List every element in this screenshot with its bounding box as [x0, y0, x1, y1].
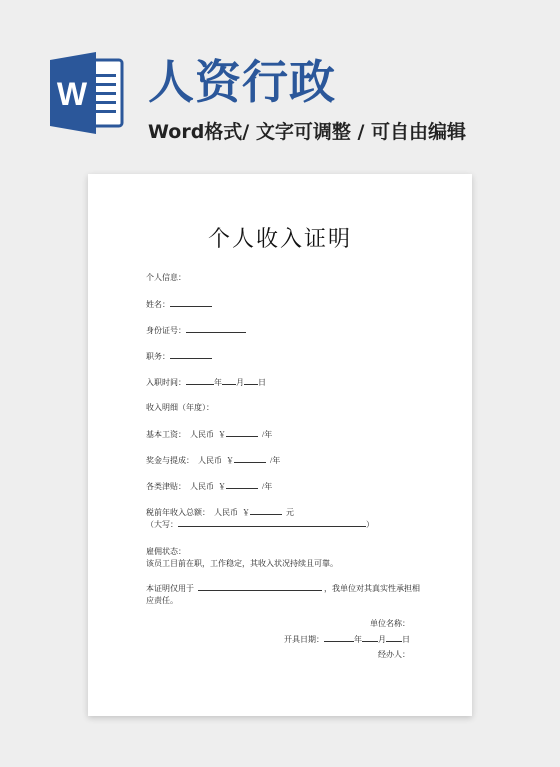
certify-line	[146, 582, 420, 594]
yen-sign: ￥	[218, 482, 226, 491]
base-salary-line	[146, 428, 272, 440]
id-label: 身份证号：	[146, 326, 186, 335]
position-blank[interactable]	[170, 350, 212, 359]
per-year-text: /年	[262, 482, 273, 491]
bonus-label: 奖金与提成：	[146, 456, 194, 465]
year-char: 年	[214, 378, 222, 387]
logo-letter: W	[56, 76, 88, 112]
word-logo-icon	[50, 50, 124, 136]
day-char: 日	[258, 378, 266, 387]
certify-prefix: 本证明仅用于	[146, 584, 194, 593]
hire-date-line	[146, 376, 266, 388]
rmb-text: 人民币	[198, 456, 222, 465]
employment-status-label: 雇佣状态：	[146, 547, 186, 556]
hire-month-blank[interactable]	[222, 376, 236, 385]
banner-title: 人资行政	[148, 55, 336, 109]
name-line	[146, 298, 212, 310]
certify-suffix: ，我单位对其真实性承担相	[324, 584, 420, 593]
year-char: 年	[354, 635, 362, 644]
issue-month-blank[interactable]	[362, 633, 378, 642]
banner-subtitle: Word格式/ 文字可调整 / 可自由编辑	[148, 121, 467, 143]
certify-line-2: 应责任。	[146, 596, 178, 605]
rmb-text: 人民币	[190, 482, 214, 491]
id-blank[interactable]	[186, 324, 246, 333]
yen-sign: ￥	[242, 508, 250, 517]
capital-amount-line	[146, 518, 374, 530]
company-name-label: 单位名称：	[370, 619, 410, 628]
month-char: 月	[378, 635, 386, 644]
name-blank[interactable]	[170, 298, 212, 307]
document-title: 个人收入证明	[207, 226, 352, 251]
capital-close: ）	[366, 520, 374, 529]
day-char: 日	[402, 635, 410, 644]
issue-day-blank[interactable]	[386, 633, 402, 642]
per-year-text: /年	[262, 430, 273, 439]
income-detail-label: 收入明细（年度）：	[146, 403, 214, 412]
pretax-total-label: 税前年收入总额：	[146, 508, 210, 517]
hire-year-blank[interactable]	[186, 376, 214, 385]
allowance-label: 各类津贴：	[146, 482, 186, 491]
yen-sign: ￥	[226, 456, 234, 465]
allowance-blank[interactable]	[226, 480, 258, 489]
document-page	[88, 174, 472, 716]
issue-year-blank[interactable]	[324, 633, 354, 642]
allowance-line	[146, 480, 272, 492]
capital-amount-blank[interactable]	[178, 518, 366, 527]
position-line	[146, 350, 212, 362]
rmb-text: 人民币	[190, 430, 214, 439]
name-label: 姓名：	[146, 300, 170, 309]
certify-purpose-blank[interactable]	[198, 582, 322, 591]
capital-open: （大写：	[146, 520, 178, 529]
bonus-line	[146, 454, 280, 466]
id-line	[146, 324, 246, 336]
hire-date-label: 入职时间：	[146, 378, 186, 387]
month-char: 月	[236, 378, 244, 387]
hire-day-blank[interactable]	[244, 376, 258, 385]
per-year-text: /年	[270, 456, 281, 465]
yen-sign: ￥	[218, 430, 226, 439]
base-salary-label: 基本工资：	[146, 430, 186, 439]
employment-status-text: 该员工目前在职，工作稳定，其收入状况持续且可靠。	[146, 559, 338, 568]
yuan-text: 元	[286, 508, 294, 517]
base-salary-blank[interactable]	[226, 428, 258, 437]
issue-date-label: 开具日期：	[284, 635, 324, 644]
pretax-total-line	[146, 506, 294, 518]
personal-info-label: 个人信息：	[146, 273, 186, 282]
bonus-blank[interactable]	[234, 454, 266, 463]
issue-date-line	[284, 633, 410, 645]
pretax-total-blank[interactable]	[250, 506, 282, 515]
handler-label: 经办人：	[378, 650, 410, 659]
position-label: 职务：	[146, 352, 170, 361]
rmb-text: 人民币	[214, 508, 238, 517]
